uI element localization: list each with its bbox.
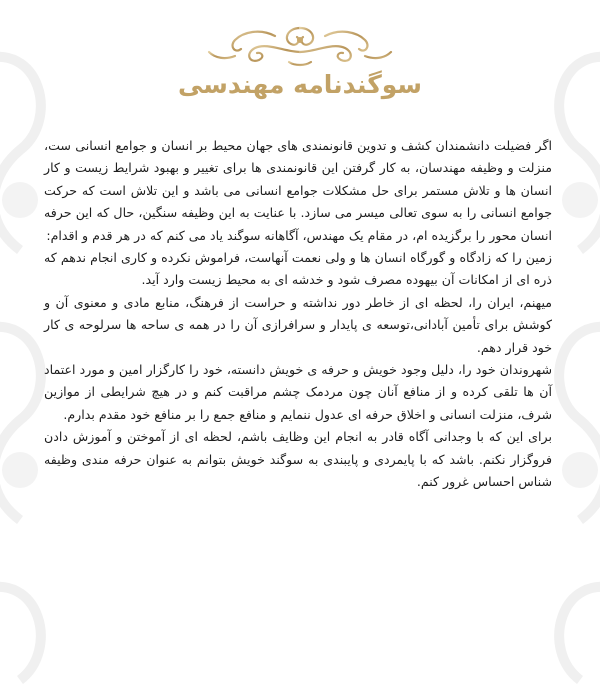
ornament-icon <box>205 22 395 70</box>
paragraph-learning: برای این که با وجدانی آگاه قادر به انجام این وظایف باشم، لحظه ای از آموختن و آموزش دادن فروگزار نکنم. باشد که با پایمردی و پایبندی به سوگند خویش بتوانم به عنوان حرفه مندی وظیفه شناس احساس غرور کنم. <box>44 429 552 490</box>
document-title: سوگندنامه مهندسی <box>177 70 423 99</box>
paragraph-citizens: شهروندان خود را، دلیل وجود خویش و حرفه ی خویش دانسته، خود را کارگزار امین و مورد اعتماد آن ها تلقی کرده و از منافع آنان چون مردمک چشم مراقبت کنم و در هیچ شرایطی از موازین شرف، منزلت انسانی و اخلاق حرفه ای عدول ننمایم و منافع جمع را بر منافع خود مقدم بدارم. <box>44 362 552 422</box>
paragraph-intro: اگر فضیلت دانشمندان کشف و تدوین قانونمندی های جهان محیط بر انسان و جوامع انسانی ست، منزلت و وظیفه مهندسان، به کار گرفتن این قانونمندی ها برای تغییر و بهبود شرایط زیست و کار انسان ها و تلاش مستمر برای حل مشکلات جوامع انسانی می باشد و این تلاش است که حرکت جوامع انسانی را به سوی تعالی میسر می سازد. با عنایت به این وظیفه سنگین، حال که این حرفه انسان محور را برگزیده ام، در مقام یک مهندس، آگاهانه سوگند یاد می کنم که در هر قدم و اقدام: <box>44 138 552 243</box>
paragraph-earth: زمین را که زادگاه و گورگاه انسان ها و ولی نعمت آنهاست، فراموش نکرده و کاری انجام ندهم که ذره ای از امکانات آن بیهوده مصرف شود و خدشه ای به محیط زیست وارد آید. <box>44 250 552 288</box>
paragraph-homeland: میهنم، ایران را، لحظه ای از خاطر دور نداشته و حراست از فرهنگ، منابع مادی و معنوی آن و کوشش برای تأمین آبادانی،توسعه ی پایدار و سرافرازی آن را در همه ی ساحه ها سرلوحه ی کار خود قرار دهم. <box>44 294 552 355</box>
document-body <box>44 135 552 494</box>
